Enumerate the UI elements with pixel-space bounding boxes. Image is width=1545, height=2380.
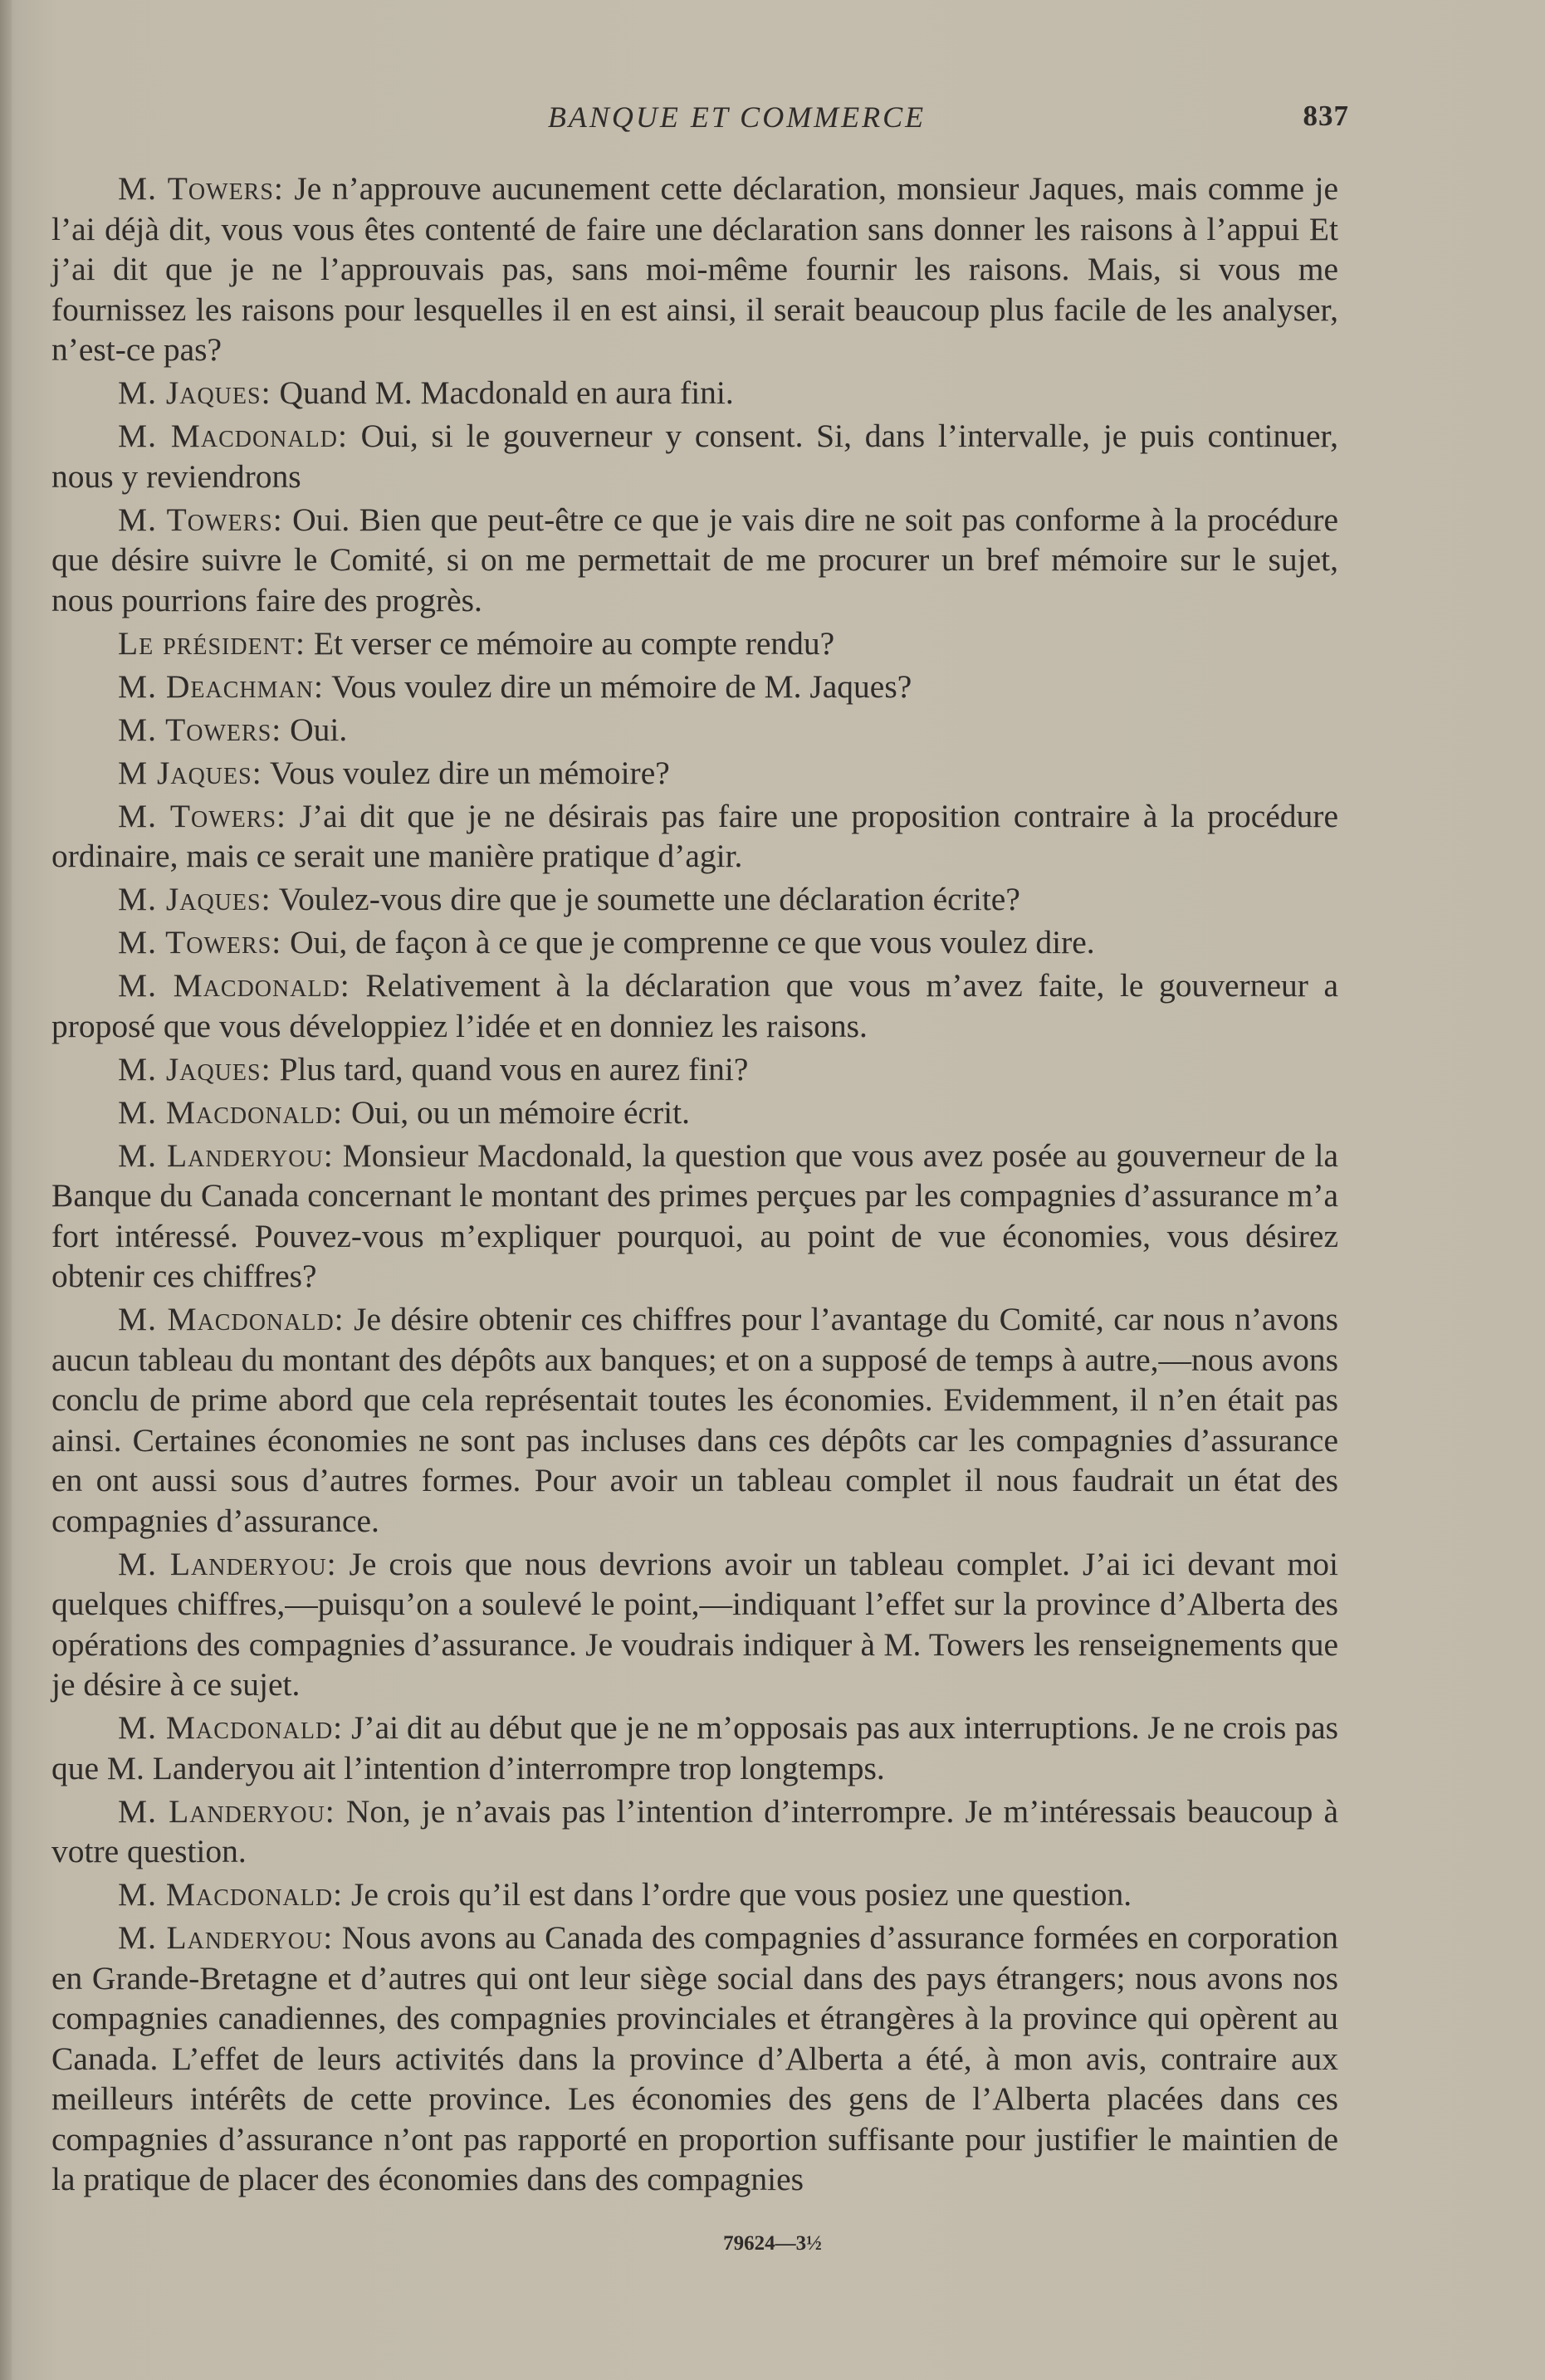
speaker-name: M. Towers: [118,170,284,207]
printer-signature: 79624—3½ [723,2232,822,2255]
paragraph-text: Je crois que nous devrions avoir un tableau complet. J’ai ici devant moi quelques chiffres,—puisqu’on a soulevé le point,—indiquant l’effet sur la province d’Alberta des opérations des compagnies d’assurance. Je voudrais indiquer à M. Towers les renseignements que je désire à ce sujet. [51,1545,1338,1703]
speaker-name: M. Towers: [118,797,286,834]
paragraph-text: Je crois qu’il est dans l’ordre que vous posiez une question. [343,1876,1132,1913]
speaker-name: M. Macdonald: [118,418,348,454]
paragraph-text: Plus tard, quand vous en aurez fini? [271,1050,749,1087]
running-head [125,100,1349,141]
paragraph [51,169,1338,370]
paragraph [51,500,1338,621]
page-binding-edge [0,0,12,2380]
paragraph [51,879,1338,920]
paragraph [51,373,1338,413]
speaker-name: M. Landeryou: [118,1136,334,1174]
paragraph-text: Vous voulez dire un mémoire de M. Jaques? [323,667,912,705]
paragraph [51,1918,1338,2200]
page-number: 837 [1303,100,1349,132]
speaker-name: M. Towers: [118,924,282,960]
paragraph-text: Non, je n’avais pas l’intention d’interrompre. Je m’intéressais beaucoup à votre question. [51,1792,1338,1869]
speaker-name: M. Macdonald: [118,1876,344,1913]
speaker-name: M. Macdonald: [118,1301,345,1337]
paragraph [51,416,1338,496]
paragraph-text: Oui, ou un mémoire écrit. [343,1093,691,1131]
paragraph-text: Oui. [281,711,348,748]
paragraph-text: Quand M. Macdonald en aura fini. [271,374,734,411]
speaker-name: M. Landeryou: [118,1919,334,1956]
paragraph-text: Je n’approuve aucunement cette déclaration, monsieur Jaques, mais comme je l’ai déjà dit, vous vous êtes contenté de faire une déclaration sans donner les raisons à l’appui Et j’ai dit que je ne l’approuvais pas, sans moi-même fournir les raisons. Mais, si vous me fournissez les raisons pour lesquelles il en est ainsi, il serait beaucoup plus facile de les analyser, n’est-ce pas? [51,170,1339,368]
speaker-name: M. Macdonald: [118,967,350,1004]
paragraph [51,922,1338,963]
paragraph [51,796,1338,877]
speaker-name: M. Towers: [118,711,282,748]
speaker-name: M. Jaques: [118,881,271,917]
speaker-name: Le président: [118,624,306,662]
paragraph-text: Relativement à la déclaration que vous m’avez faite, le gouverneur a proposé que vous développiez l’idée et en donniez les raisons. [51,967,1339,1044]
speaker-name: M. Macdonald: [118,1709,344,1746]
paragraph [51,753,1338,794]
paragraph [51,1708,1338,1788]
paragraph-text: J’ai dit au début que je ne m’opposais pas aux interruptions. Je ne crois pas que M. Landeryou ait l’intention d’interrompre trop longtemps. [51,1709,1338,1786]
paragraph-text: Vous voulez dire un mémoire? [262,754,670,791]
speaker-name: M. Macdonald: [118,1093,344,1131]
speaker-name: M Jaques: [118,754,262,791]
paragraph-text: Monsieur Macdonald, la question que vous avez posée au gouverneur de la Banque du Canada concernant le montant des primes perçues par les compagnies d’assurance m’a fort intéressé. Pouvez-vous m’expliquer pourquoi, au point de vue économies, vous désirez obtenir ces chiffres? [51,1136,1338,1294]
paragraph [51,1299,1338,1541]
paragraph-text: Et verser ce mémoire au compte rendu? [305,624,835,662]
paragraph [51,1049,1338,1090]
paragraph-text: Je désire obtenir ces chiffres pour l’avantage du Comité, car nous n’avons aucun tableau du montant des dépôts aux banques; et on a supposé de temps à autre,—nous avons conclu de prime abord que cela représentait toutes les économies. Evidemment, il n’en était pas ainsi. Certaines économies ne sont pas incluses dans ces dépôts car les compagnies d’assurance en ont aussi sous d’autres formes. Pour avoir un tableau complet il nous faudrait un état des compagnies d’assurance. [51,1301,1338,1539]
paragraph-text: Oui. Bien que peut-être ce que je vais dire ne soit pas conforme à la procédure que désire suivre le Comité, si on me permettait de me procurer un bref mémoire sur le sujet, nous pourrions faire des progrès. [51,501,1339,618]
speaker-name: M. Jaques: [118,1050,271,1087]
paragraph-text: Voulez-vous dire que je soumette une déclaration écrite? [271,881,1020,917]
speaker-name: M. Jaques: [118,374,271,411]
running-title: BANQUE ET COMMERCE [547,100,927,134]
speaker-name: M. Towers: [118,501,283,538]
speaker-name: M. Landeryou: [118,1545,337,1582]
paragraph [51,965,1338,1046]
paragraph [51,1136,1338,1297]
paragraph [51,710,1338,750]
paragraph-text: Nous avons au Canada des compagnies d’assurance formées en corporation en Grande-Bretagne et d’autres qui ont leur siège social dans des pays étrangers; nous avons nos compagnies canadiennes, des compagnies provinciales et étrangères à la province qui opèrent au Canada. L’effet de leurs activités dans la province d’Alberta a été, à mon avis, contraire aux meilleurs intérêts de cette province. Les économies des gens de l’Alberta placées dans ces compagnies d’assurance n’ont pas rapporté en proportion suffisante pour justifier le maintien de la pratique de placer des économies dans des compagnies [51,1919,1338,2197]
paragraph [51,1544,1338,1705]
paragraph-text: Oui, si le gouverneur y consent. Si, dans l’intervalle, je puis continuer, nous y reviendrons [51,418,1338,495]
speaker-name: M. Deachman: [118,667,324,705]
paragraph-text: J’ai dit que je ne désirais pas faire une proposition contraire à la procédure ordinaire, mais ce serait une manière pratique d’agir. [51,797,1338,874]
paragraph [51,623,1338,664]
paragraph [51,1791,1338,1872]
speaker-name: M. Landeryou: [118,1792,335,1830]
paragraph [51,667,1338,707]
paragraph-text: Oui, de façon à ce que je comprenne ce que vous voulez dire. [281,924,1095,960]
paragraph [51,1874,1338,1915]
body-text [51,169,1338,2202]
paragraph [51,1092,1338,1133]
